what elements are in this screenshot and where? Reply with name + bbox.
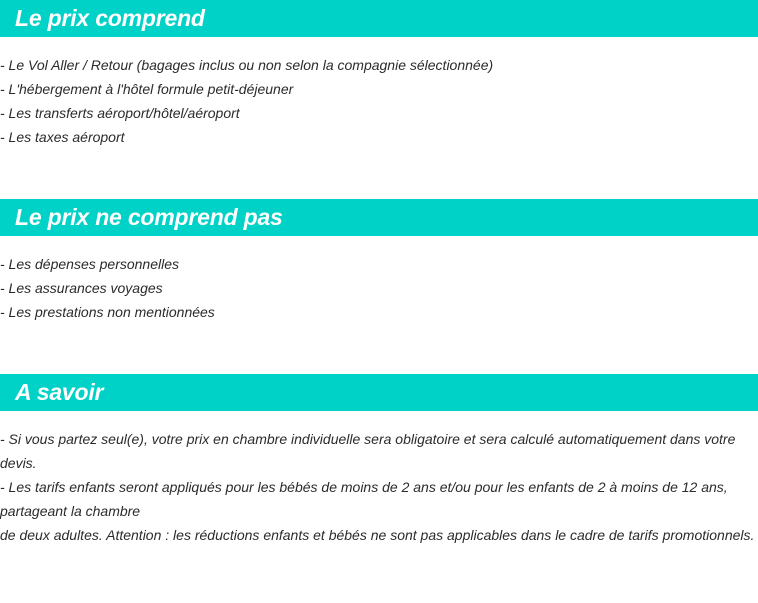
included-header xyxy=(0,0,758,37)
included-title: Le prix comprend xyxy=(15,5,205,31)
info-content xyxy=(0,411,758,547)
excluded-item: - Les prestations non mentionnées xyxy=(0,304,215,320)
info-header xyxy=(0,374,758,411)
excluded-section xyxy=(0,199,758,324)
excluded-list xyxy=(0,236,758,324)
excluded-title: Le prix ne comprend pas xyxy=(15,204,283,230)
included-item: - Les taxes aéroport xyxy=(0,129,125,145)
excluded-item: - Les assurances voyages xyxy=(0,280,163,296)
excluded-item: - Les dépenses personnelles xyxy=(0,256,180,272)
included-item: - L'hébergement à l'hôtel formule petit-déjeuner xyxy=(0,81,294,97)
info-section xyxy=(0,374,758,547)
info-paragraph: - Si vous partez seul(e), votre prix en chambre individuelle sera obligatoire et sera calculé automatiquement dans votre devis. xyxy=(0,431,736,471)
included-item: - Le Vol Aller / Retour (bagages inclus ou non selon la compagnie sélectionnée) xyxy=(0,57,494,73)
included-list xyxy=(0,37,758,149)
excluded-header xyxy=(0,199,758,236)
info-title: A savoir xyxy=(15,379,104,405)
included-section xyxy=(0,0,758,149)
included-item: - Les transferts aéroport/hôtel/aéroport xyxy=(0,105,240,121)
info-paragraph: de deux adultes. Attention : les réductions enfants et bébés ne sont pas applicables dans le cadre de tarifs promotionnels. xyxy=(0,527,755,543)
info-paragraph: - Les tarifs enfants seront appliqués pour les bébés de moins de 2 ans et/ou pour les enfants de 2 à moins de 12 ans, partageant la chambre xyxy=(0,479,728,519)
